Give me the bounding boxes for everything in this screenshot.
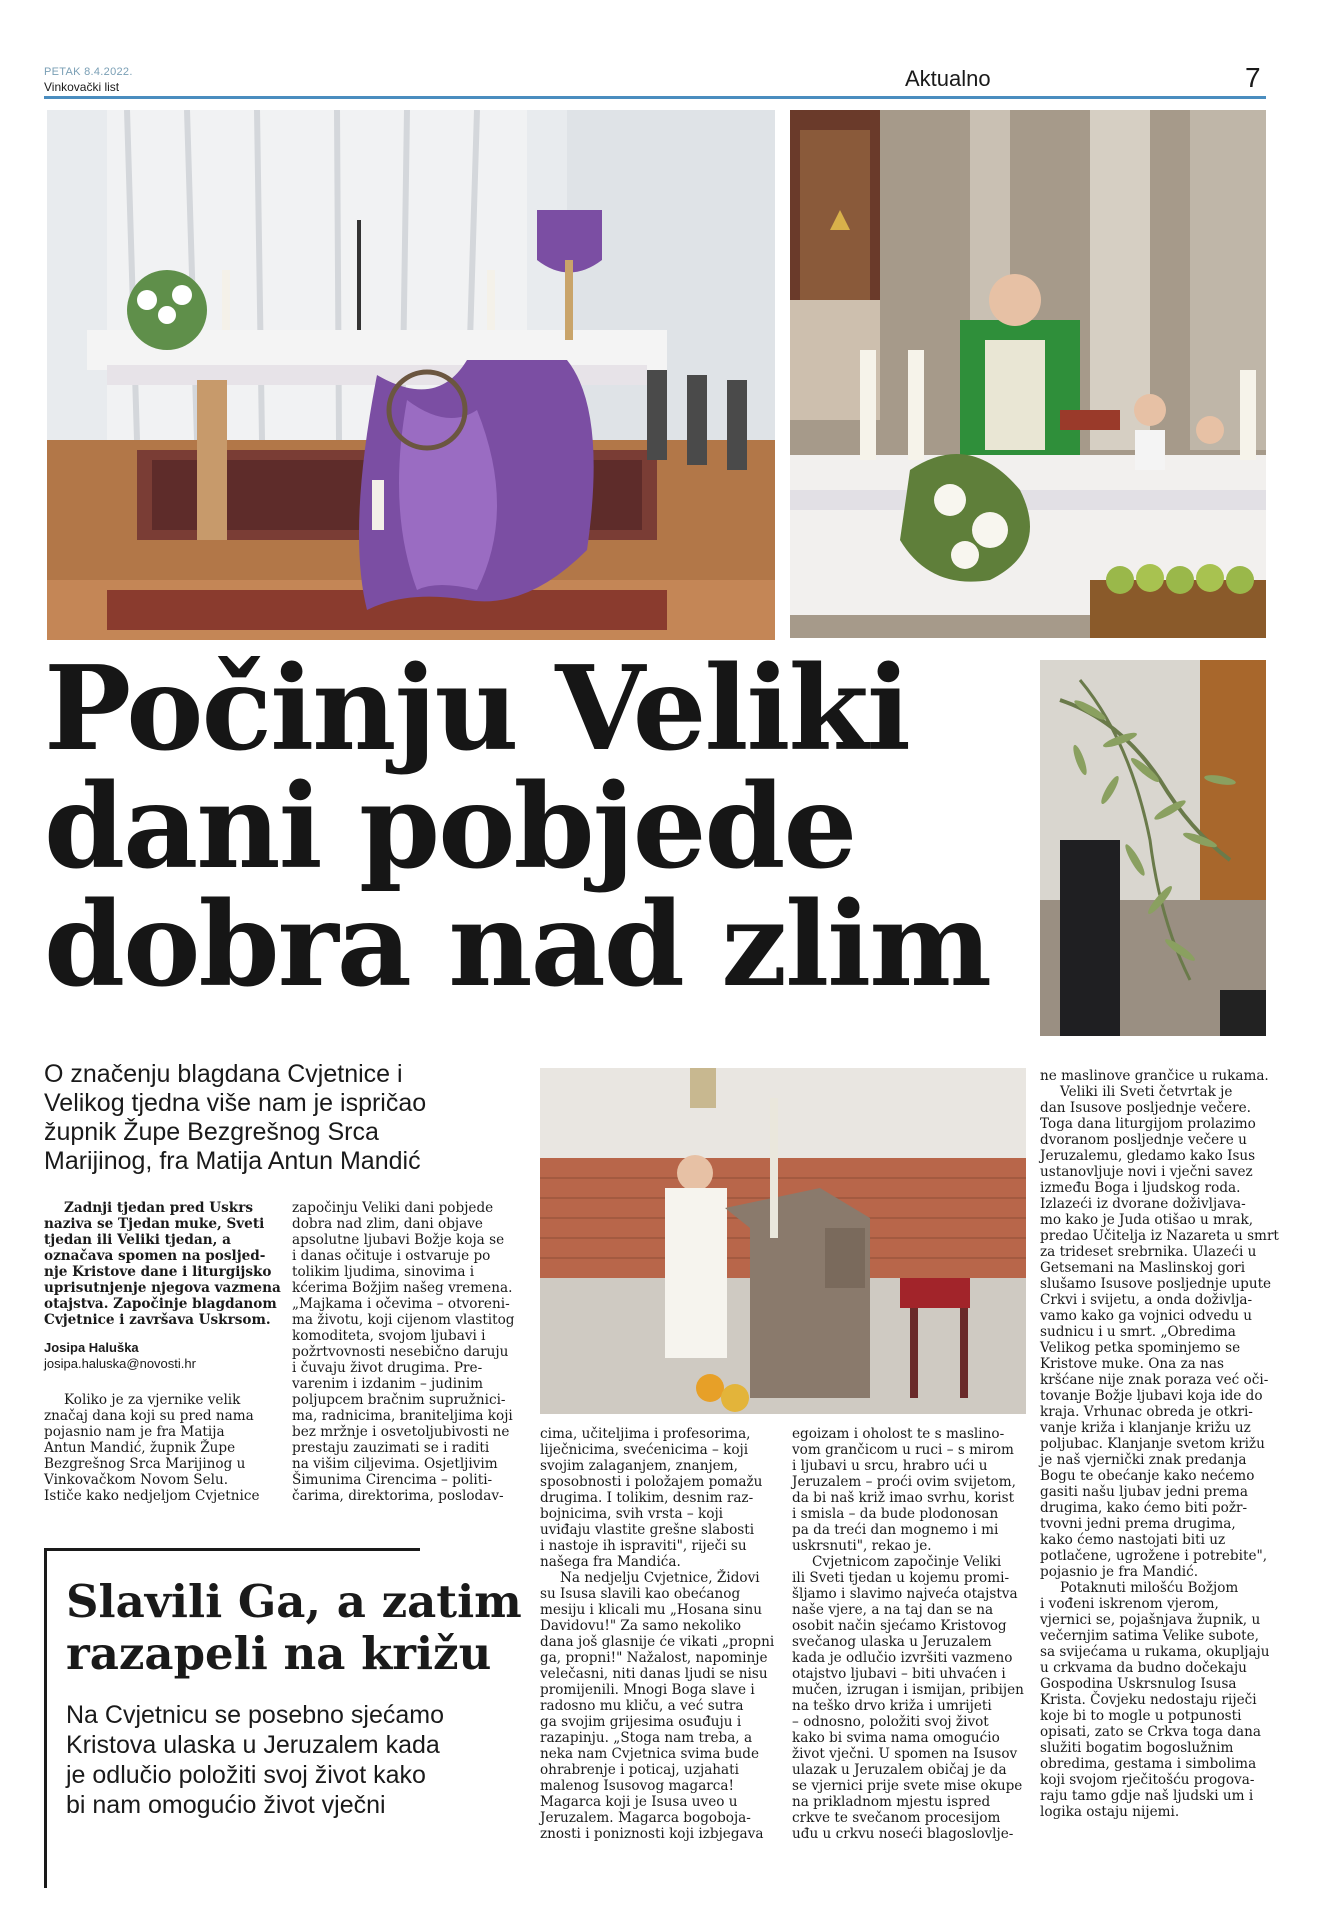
text-line: pojasnio nam je fra Matija (44, 1424, 225, 1440)
text-line: vanje križa i klanjanje križu uz (1040, 1420, 1251, 1436)
box-title-line: razapeli na križu (66, 1627, 492, 1680)
text-line: Koliko je za vjernike velik (64, 1392, 241, 1408)
text-line: našega fra Mandića. (540, 1554, 681, 1570)
intro-line: Velikog tjedna više nam je ispričao (44, 1089, 427, 1117)
text-line: i danas očituje i ostvaruje po (292, 1248, 491, 1264)
text-line: su Isusa slavili kao obećanog (540, 1586, 741, 1602)
text-line: za trideset srebrnika. Ulazeći u (1040, 1244, 1257, 1260)
text-line: – odnosno, položiti svoj život (792, 1714, 989, 1730)
text-line: Crkvi i svijetu, a onda doživlja- (1040, 1292, 1253, 1308)
text-line: obredima, gestama i simbolima (1040, 1756, 1257, 1772)
box-title (66, 1576, 526, 1680)
text-line: i ljubavi u srcu, hrabro ući u (792, 1458, 988, 1474)
text-line: „Majkama i očevima – otvoreni- (292, 1296, 510, 1312)
text-line: osobit način sjećamo Kristovog (792, 1618, 1007, 1634)
text-line: Davidovu!" Za samo nekoliko (540, 1618, 742, 1634)
text-line: Cvjetnicom započinje Veliki (812, 1554, 1002, 1570)
text-line: Magarca koji je Isusa uveo u (540, 1794, 738, 1810)
text-line: i vođeni iskrenom vjerom, (1040, 1596, 1219, 1612)
text-line: Antun Mandić, župnik Župe (44, 1440, 236, 1456)
text-line: drugima, kako ćemo biti požr- (1040, 1500, 1248, 1516)
text-line: egoizam i oholost te s maslino- (792, 1426, 1005, 1442)
text-line: ma, radnicima, braniteljima koji (292, 1408, 513, 1424)
text-line: kršćane nije znak poraza već oči- (1040, 1372, 1269, 1388)
header-rule (44, 96, 1266, 99)
lead-paragraph (44, 1200, 281, 1328)
text-line: sudnicu i u smrt. „Obredima (1040, 1324, 1236, 1340)
text-line: svojim zalaganjem, znanjem, (540, 1458, 738, 1474)
intro-line: Marijinog, fra Matija Antun Mandić (44, 1147, 421, 1175)
box-text-line: bi nam omogućio život vječni (66, 1791, 386, 1819)
text-line: da bi naš križ imao svrhu, korist (792, 1490, 1015, 1506)
text-line: Ističe kako nedjeljom Cvjetnice (44, 1488, 260, 1504)
text-line: potlačene, ugrožene i potrebite", (1040, 1548, 1268, 1564)
box-border-top (44, 1548, 420, 1551)
text-line: prestaju zauzimati se i raditi (292, 1440, 490, 1456)
text-line: neka nam Cvjetnica svima bude (540, 1746, 760, 1762)
intro-line: O značenju blagdana Cvjetnice i (44, 1060, 403, 1088)
text-line: znosti i poniznosti koji izbjegava (540, 1826, 764, 1842)
text-line: Na nedjelju Cvjetnice, Židovi (560, 1570, 760, 1586)
text-line: večernjim satima Velike subote, (1040, 1628, 1259, 1644)
text-line: i nastoje ih ispraviti", riječi su (540, 1538, 747, 1554)
text-line: Jeruzalemu, gledamo kako Isus (1040, 1148, 1256, 1164)
column-3 (540, 1426, 775, 1842)
box-text (66, 1700, 526, 1820)
text-line: gasiti našu ljubav jedni prema (1040, 1484, 1248, 1500)
text-line: se vjernici prije svete mise okupe (792, 1778, 1023, 1794)
text-line: kćerima Božjim našeg vremena. (292, 1280, 513, 1296)
text-line: sposobnosti i položajem pomažu (540, 1474, 763, 1490)
text-line: predao Učitelja iz Nazareta u smrt (1040, 1228, 1279, 1244)
text-line: koje bi to mogle u potpunosti (1040, 1708, 1242, 1724)
box-title-line: Slavili Ga, a zatim (66, 1575, 522, 1628)
text-line: ustanovljuje novi i vječni savez (1040, 1164, 1253, 1180)
text-line: uđu u crkvu noseći blagoslovlje- (792, 1826, 1014, 1842)
headline-line: dani pobjede (44, 759, 856, 895)
text-line: svečanog ulaska u Jeruzalem (792, 1634, 992, 1650)
text-line: život vječni. U spomen na Isusov (792, 1746, 1018, 1762)
text-line: apsolutne ljubavi Božje koja se (292, 1232, 505, 1248)
text-line: nje Kristove dane i liturgijsko (44, 1264, 272, 1280)
text-line: uprisutnjenje njegova vazmena (44, 1280, 281, 1296)
text-line: mesiju i klicali mu „Hosana sinu (540, 1602, 763, 1618)
box-text-line: Na Cvjetnicu se posebno sjećamo (66, 1701, 444, 1729)
photo-olive-branches (1040, 660, 1266, 1036)
text-line: značaj dana koji su pred nama (44, 1408, 254, 1424)
text-line: raju tamo gdje naš ljudski um i (1040, 1788, 1254, 1804)
photo-priest-green-vestment (790, 110, 1266, 638)
text-line: uskrsnuti", rekao je. (792, 1538, 932, 1554)
text-line: crkve te svečanom procesijom (792, 1810, 1001, 1826)
photo-priest-at-ambo (540, 1068, 1026, 1414)
text-line: Šimunima Cirencima – politi- (292, 1472, 493, 1488)
text-line: Kristove muke. Ona za nas (1040, 1356, 1224, 1372)
text-line: i smisla – da bude plodonosan (792, 1506, 999, 1522)
intro-standfirst (44, 1060, 514, 1176)
text-line: požrtvovnosti nesebično daruju (292, 1344, 509, 1360)
author-name: Josipa Haluška (44, 1340, 139, 1355)
text-line: tovanje Božje ljubavi koja ide do (1040, 1388, 1263, 1404)
text-line: ulazak u Jeruzalem običaj je da (792, 1762, 1007, 1778)
text-line: tjedan ili Veliki tjedan, a (44, 1232, 231, 1248)
text-line: započinju Veliki dani pobjede (292, 1200, 494, 1216)
text-line: vjernici se, pojašnjava župnik, u (1040, 1612, 1261, 1628)
column-4 (792, 1426, 1024, 1842)
text-line: na višim ciljevima. Osjetljivim (292, 1456, 498, 1472)
text-line: na prikladnom mjestu ispred (792, 1794, 991, 1810)
text-line: Vinkovačkom Novom Selu. (44, 1472, 229, 1488)
text-line: ili Sveti tjedan u kojemu promi- (792, 1570, 1010, 1586)
text-line: otajstvo ljubavi – biti uhvaćen i (792, 1666, 1006, 1682)
text-line: Potaknuti milošću Božjom (1060, 1580, 1239, 1596)
text-line: varenim i izdanim – judinim (292, 1376, 484, 1392)
text-line: ma životu, koji cijenom vlastitog (292, 1312, 515, 1328)
text-line: kako ćemo nastojati biti uz (1040, 1532, 1226, 1548)
text-line: Bogu te obećanje kako nećemo (1040, 1468, 1255, 1484)
text-line: vamo kako ga vojnici odvedu u (1040, 1308, 1252, 1324)
text-line: radosno mu kliču, a već sutra (540, 1698, 744, 1714)
text-line: pojasnio je fra Mandić. (1040, 1564, 1199, 1580)
text-line: dobra nad zlim, dani objave (292, 1216, 483, 1232)
text-line: služiti bogatim bogoslužnim (1040, 1740, 1234, 1756)
section-title: Aktualno (905, 66, 991, 91)
text-line: mučen, izrugan i ismijan, pribijen (792, 1682, 1024, 1698)
text-line: šljamo i slavimo najveća otajstva (792, 1586, 1018, 1602)
text-line: naziva se Tjedan muke, Sveti (44, 1216, 265, 1232)
text-line: Izlazeći iz dvorane doživljava- (1040, 1196, 1246, 1212)
text-line: poljupcem bračnim supružnici- (292, 1392, 506, 1408)
text-line: između Boga i ljudskog roda. (1040, 1180, 1241, 1196)
text-line: Krista. Čovjeku nedostaju riječi (1040, 1692, 1257, 1708)
column-5 (1040, 1068, 1279, 1820)
text-line: čarima, direktorima, poslodav- (292, 1488, 504, 1504)
text-line: opisati, zato se Crkva toga dana (1040, 1724, 1262, 1740)
text-line: dan Isusove posljednje večere. (1040, 1100, 1251, 1116)
text-line: cima, učiteljima i profesorima, (540, 1426, 751, 1442)
box-border-left (44, 1548, 47, 1888)
headline (44, 641, 1034, 1013)
text-line: pa da treći dan mognemo i mi (792, 1522, 999, 1538)
text-line: tolikim ljudima, sinovima i (292, 1264, 475, 1280)
text-line: otajstva. Započinje blagdanom (44, 1296, 277, 1312)
text-line: bojnicima, svih vrsta – koji (540, 1506, 724, 1522)
text-line: velečasni, niti danas ljudi se nisu (540, 1666, 768, 1682)
text-line: dvoranom posljednje večere u (1040, 1132, 1247, 1148)
text-line: razapinju. „Stoga nam treba, a (540, 1730, 753, 1746)
page-number: 7 (1245, 62, 1261, 93)
text-line: Bezgrešnog Srca Marijinog u (44, 1456, 246, 1472)
text-line: Gospodina Uskrsnulog Isusa (1040, 1676, 1237, 1692)
text-line: Zadnji tjedan pred Uskrs (64, 1200, 254, 1216)
column-1 (44, 1200, 281, 1504)
photo-altar-purple-cloth (47, 110, 775, 640)
text-line: Jeruzalem – proći ovim svijetom, (792, 1474, 1016, 1490)
intro-line: župnik Župe Bezgrešnog Srca (44, 1118, 379, 1146)
text-line: liječnicima, svećenicima – koji (540, 1442, 749, 1458)
text-line: drugima. I tolikim, desnim raz- (540, 1490, 754, 1506)
text-line: Cvjetnice i završava Uskrsom. (44, 1312, 271, 1328)
text-line: komoditeta, svojom ljubavi i (292, 1328, 486, 1344)
text-line: je naš vjernički znak predanja (1040, 1452, 1247, 1468)
text-line: slušamo Isusove posljednje upute (1040, 1276, 1272, 1292)
text-line: poljubac. Klanjanje svetom križu (1040, 1436, 1265, 1452)
text-line: označava spomen na posljed- (44, 1248, 266, 1264)
text-line: na teško drvo križa i umrijeti (792, 1698, 992, 1714)
newspaper-name: Vinkovački list (44, 80, 120, 94)
issue-date: PETAK 8.4.2022. (44, 66, 133, 78)
text-line: tvovni jedni prema drugima, (1040, 1516, 1236, 1532)
text-line: i čuvaju život drugima. Pre- (292, 1360, 483, 1376)
text-line: sa svijećama u rukama, okupljaju (1040, 1644, 1270, 1660)
box-text-line: je odlučio položiti svoj život kako (66, 1761, 426, 1789)
text-line: ne maslinove grančice u rukama. (1040, 1068, 1269, 1084)
body-paragraph (44, 1392, 276, 1504)
text-line: Getsemani na Maslinskoj gori (1040, 1260, 1246, 1276)
box-text-line: Kristova ulaska u Jeruzalem kada (66, 1731, 440, 1759)
text-line: kada je odlučio izvršiti vazmeno (792, 1650, 1013, 1666)
text-line: u crkvama da budno dočekaju (1040, 1660, 1247, 1676)
text-line: logika ostaju nijemi. (1040, 1804, 1180, 1820)
text-line: ga svojim grijesima osuđuju i (540, 1714, 742, 1730)
text-line: malenog Isusovog magarca! (540, 1778, 734, 1794)
text-line: ohrabrenje i poticaj, uzjahati (540, 1762, 739, 1778)
text-line: koji svojom rječitošću progova- (1040, 1772, 1255, 1788)
column-2 (292, 1200, 524, 1504)
text-line: bez mržnje i osvetoljubivosti ne (292, 1424, 510, 1440)
text-line: kako bi svima nama omogućio (792, 1730, 1000, 1746)
text-line: uviđaju vlastite grešne slabosti (540, 1522, 755, 1538)
text-line: mo kako je Juda otišao u mrak, (1040, 1212, 1254, 1228)
text-line: kraja. Vrhunac obreda je otkri- (1040, 1404, 1253, 1420)
text-line: vom grančicom u ruci – s mirom (792, 1442, 1014, 1458)
headline-line: Počinju Veliki (44, 641, 909, 777)
text-line: Velikog petka spominjemo se (1040, 1340, 1241, 1356)
text-line: Toga dana liturgijom prolazimo (1040, 1116, 1256, 1132)
headline-line: dobra nad zlim (44, 877, 990, 1013)
text-line: Veliki ili Sveti četvrtak je (1060, 1084, 1233, 1100)
author-email[interactable]: josipa.haluska@novosti.hr (44, 1356, 196, 1371)
text-line: ga, propni!" Nažalost, napominje (540, 1650, 768, 1666)
text-line: Jeruzalem. Magarca bogoboja- (540, 1810, 751, 1826)
text-line: naše vjere, a na taj dan se na (792, 1602, 994, 1618)
text-line: promijenili. Mnogi Boga slave i (540, 1682, 755, 1698)
text-line: dana još glasnije će vikati „propni (540, 1634, 775, 1650)
